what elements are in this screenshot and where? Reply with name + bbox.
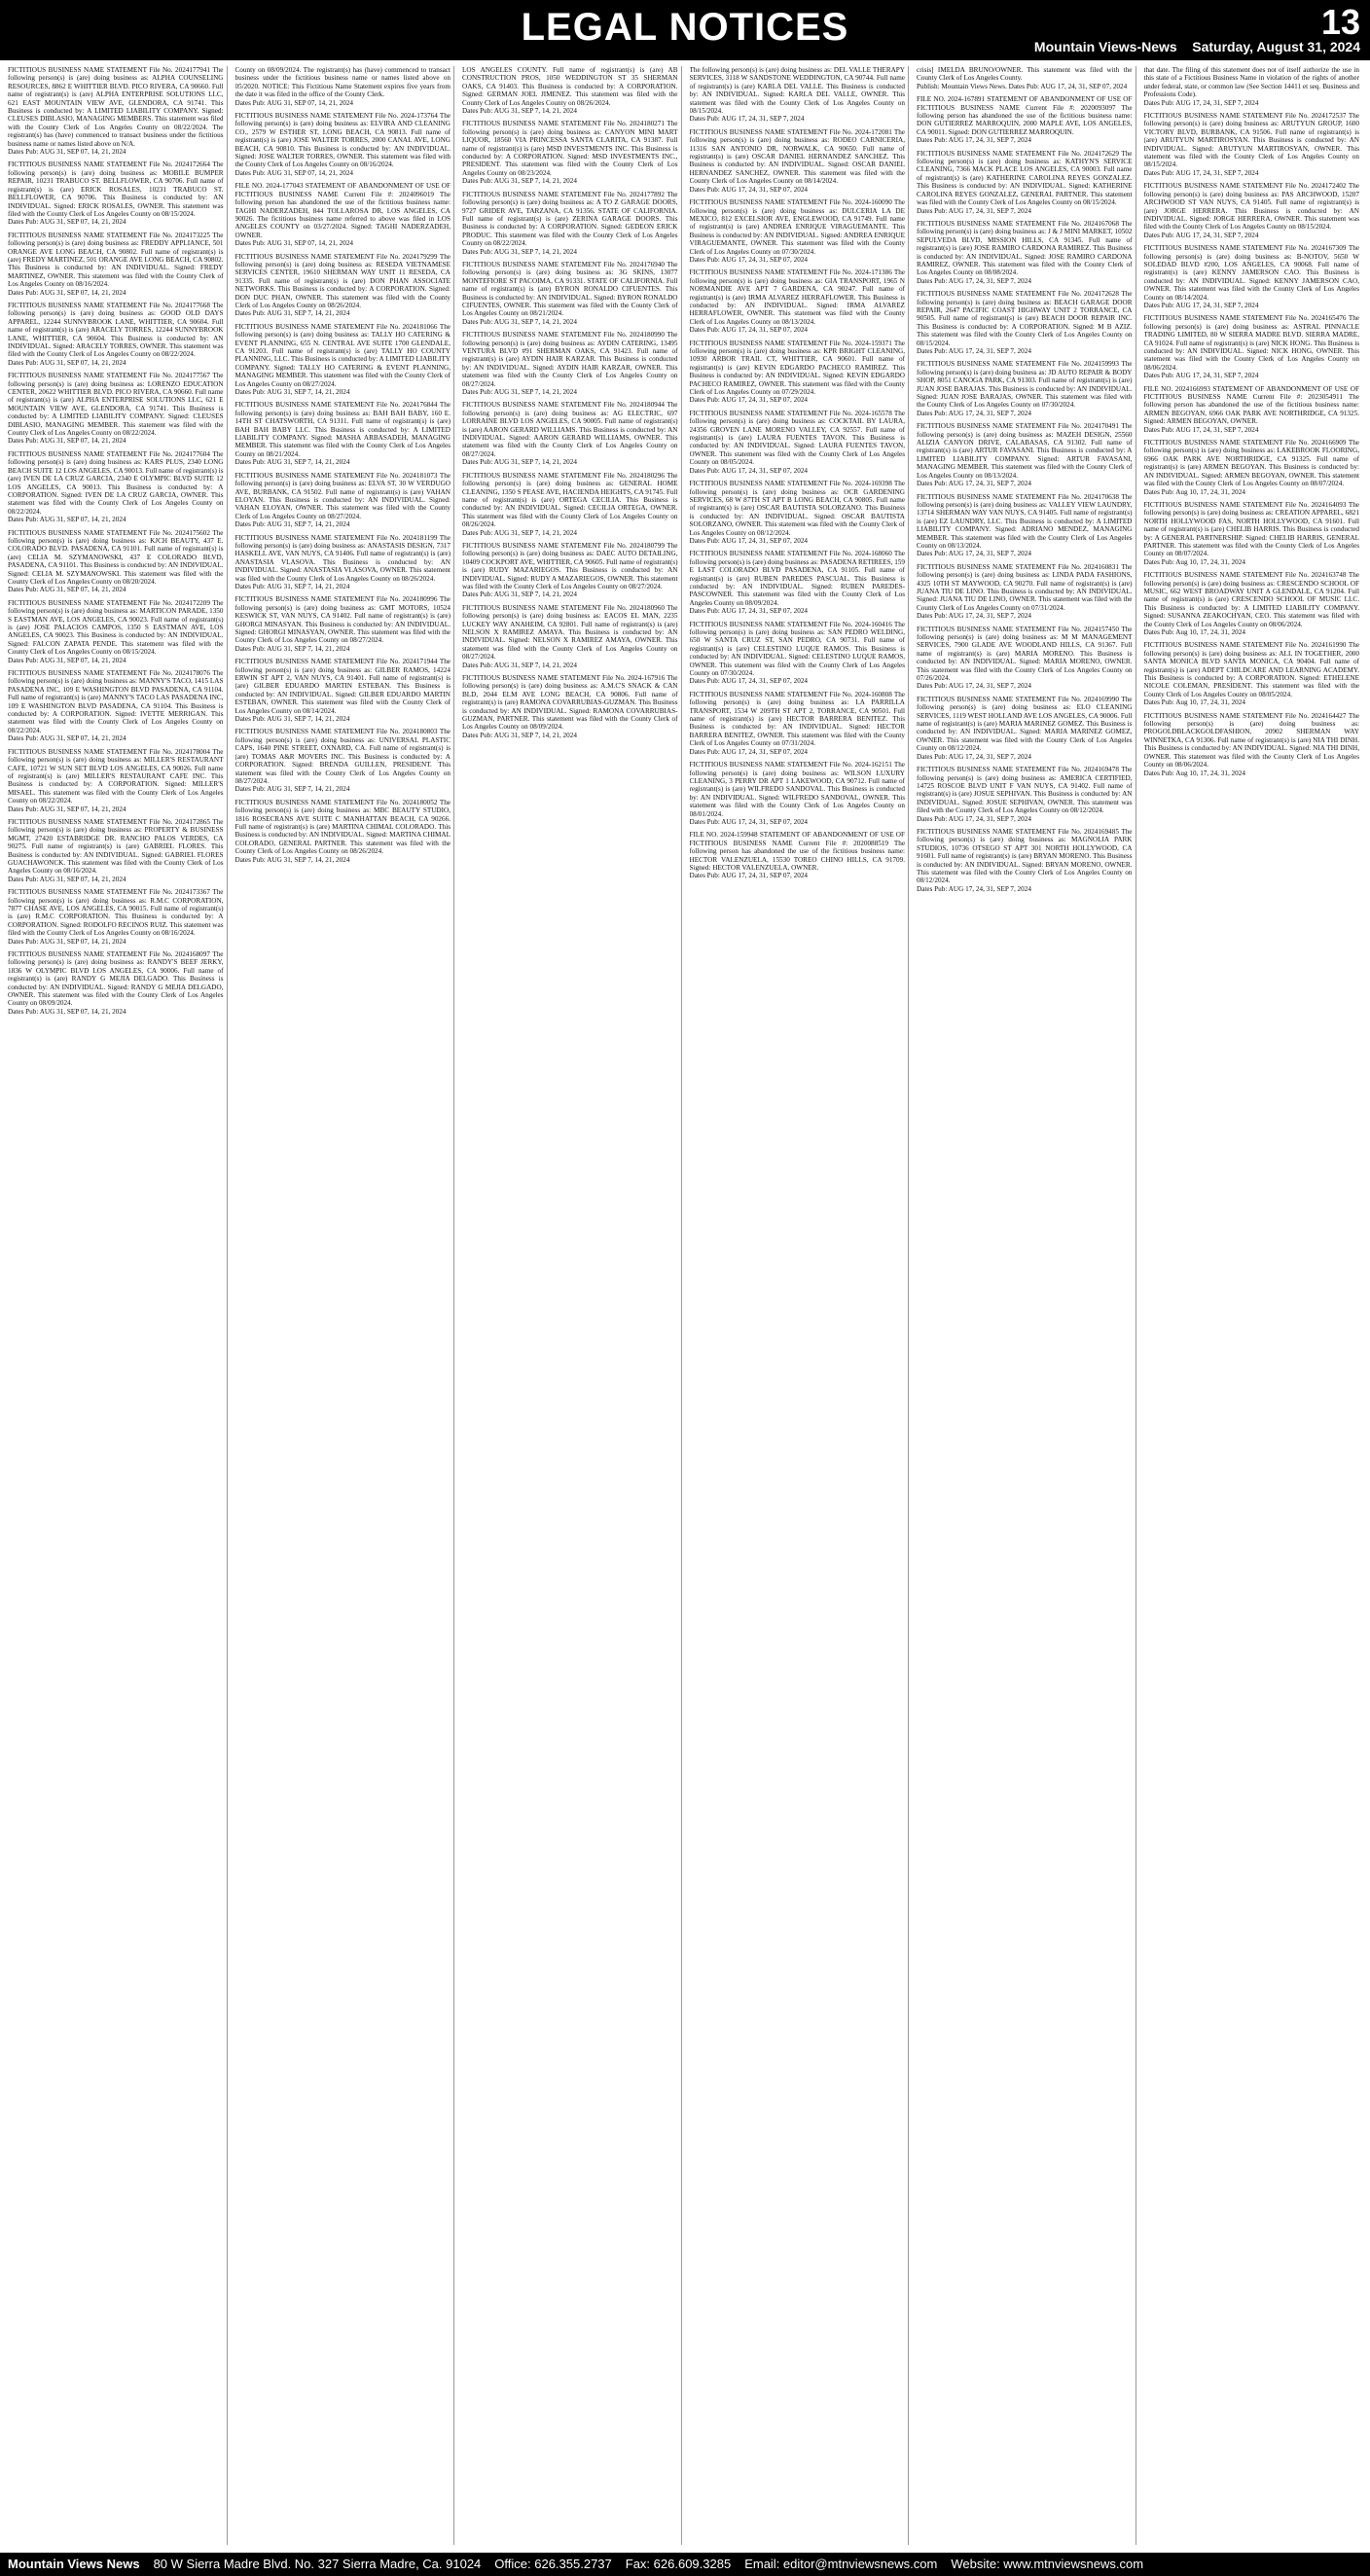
notice-body: The following person(s) is (are) doing business as: A.M.C'S SNACK & CAN BLD, 2044 ELM AVE LONG BEACH, CA 90806. Full name of registrant(s) is (are) RAMONA COVARRUBIAS-GUZMAN. This Business is conducted by: AN INDIVIDUAL. Signed: RAMONA COVARRUBIAS-GUZMAN, PARTNER. This statement was filed with the County Clerk of Los Angeles County on 08/09/2024. — [462, 674, 678, 732]
notice-pub-dates: Dates Pub: AUG 17, 24, 31, SEP 07, 2024 — [689, 872, 809, 880]
notice-body: The following person(s) is (are) doing business as: MANNY'S TACO, 1415 LAS PASADENA INC, 109 E WASHINGTON BLVD PASADENA, CA 91104. Full name of registrant(s) is (are) MANNY'S TACO LAS PASADENA INC, 109 E WASHINGTON BLVD PASADENA, CA 91104. This Business is conducted by: A CORPORATION. Signed: IVETTE MERRIGAN. This statement was filed with the County Clerk of Los Angeles County on 08/22/2024. — [8, 669, 224, 734]
legal-notice — [917, 150, 1133, 215]
paper-name: Mountain Views-News — [1033, 39, 1177, 54]
footer-email[interactable]: Email: editor@mtnviewsnews.com — [744, 2557, 938, 2571]
footer-office: Office: 626.355.2737 — [494, 2557, 612, 2571]
notice-body: The following person(s) is (are) doing business as: AG ELECTRIC, 697 LORRAINE BLVD LOS ANGELES, CA 90005. Full name of registrant(s) is (are) AARON GERARD WILLIAMS. This Business is conducted by: AN INDIVIDUAL. Signed: AARON GERARD WILLIAMS, OWNER. This statement was filed with the County Clerk of Los Angeles County on 08/27/2024. — [462, 401, 678, 458]
legal-notice — [690, 691, 906, 756]
notice-column — [462, 66, 682, 2545]
notice-body: The following person(s) is (are) doing business as: PROPERTY & BUSINESS MGMT, 27420 ESTABRIDGE DR. RANCHO PALOS VERDES, CA 90275. Full name of registrant(s) is (are) GABRIEL FLORES. This Business is conducted by: AN INDIVIDUAL. Signed: GABRIEL FLORES GUACHAWONCK. This statement was filed with the County Clerk of Los Angeles County on 08/16/2024. — [8, 817, 224, 876]
legal-notice — [235, 658, 451, 723]
legal-notice — [235, 66, 451, 107]
notice-column — [1144, 66, 1363, 2545]
notice-pub-dates: Dates Pub: AUG 31, SEP 7, 14, 21, 2024 — [462, 528, 577, 537]
notice-pub-dates: Dates Pub: AUG 31, SEP 07, 14, 21, 2024 — [8, 875, 126, 883]
legal-notice — [1144, 385, 1360, 434]
notice-heading: FICTITIOUS BUSINESS NAME STATEMENT File No. 2024177941 — [8, 66, 210, 74]
notice-pub-dates: Dates Pub: AUG 17, 24, 31, SEP 07, 2024 — [689, 536, 809, 545]
legal-notice — [462, 674, 678, 739]
legal-notice — [917, 422, 1133, 487]
legal-notice — [1144, 501, 1360, 566]
notice-heading: FICTITIOUS BUSINESS NAME STATEMENT File No. 2024181199 — [234, 533, 438, 542]
notice-heading: FICTITIOUS BUSINESS NAME STATEMENT File No. 2024181066 — [234, 322, 438, 331]
notice-pub-dates: Dates Pub: AUG 17, 24, 31, SEP 07, 2024 — [689, 607, 809, 616]
notice-heading: FICTITIOUS BUSINESS NAME STATEMENT File No. 2024172629 — [917, 149, 1119, 158]
legal-notice — [235, 401, 451, 466]
notice-pub-dates: Dates Pub: AUG 17, 24, 31, SEP 7, 2024 — [917, 206, 1031, 215]
notice-body: The following person(s) is (are) doing business as: PAS ARCHWOOD, 15207 ARCHWOOD ST VAN NUYS, CA 91405. Full name of registrant(s) is (are) JORGE HERRERA. This Business is conducted by: AN INDIVIDUAL. Signed: JORGE HERRERA, OWNER. This statement was filed with the County Clerk of Los Angeles County on 08/15/2024. — [1143, 182, 1359, 232]
notice-body: The following person(s) is (are) doing business as: ASTRAL PINNACLE TRADING LIMITED, 80 W SIERRA MADRE BLVD. SIERRA MADRE, CA 91024. Full name of registrant(s) is (are) NICK HONG. This Business is conducted by: AN INDIVIDUAL. Signed: NICK HONG, OWNER. This statement was filed with the County Clerk of Los Angeles County on 08/06/2024. — [1143, 314, 1359, 372]
legal-notice — [917, 828, 1133, 893]
notice-pub-dates: Dates Pub: AUG 31, SEP 7, 14, 21, 2024 — [462, 247, 577, 256]
legal-notice — [462, 261, 678, 326]
notice-heading: FICTITIOUS BUSINESS NAME STATEMENT File No. 2024172537 — [1143, 112, 1347, 121]
notice-pub-dates: Dates Pub: AUG 17, 24, 31, SEP 7, 2024 — [917, 550, 1031, 558]
notice-heading: FICTITIOUS BUSINESS NAME STATEMENT File No. 2024178076 — [8, 669, 210, 678]
notice-body: The following person(s) is (are) doing business as: M M MANAGEMENT SERVICES, 7900 GLADE AVE WOODLAND HILLS, CA 91367. Full name of registrant(s) is (are) MARIA MORENO. This Business is conducted by: AN INDIVIDUAL. Signed: MARIA MORENO, OWNER. This statement was filed with the County Clerk of Los Angeles County on 07/26/2024. — [917, 625, 1133, 683]
legal-notice — [917, 766, 1133, 823]
notice-heading: FICTITIOUS BUSINESS NAME STATEMENT File No. 2024177668 — [8, 301, 210, 309]
notice-heading: FICTITIOUS BUSINESS NAME STATEMENT File No. 2024169485 — [917, 827, 1119, 836]
legal-notice — [8, 950, 224, 1016]
notice-pub-dates: Dates Pub: AUG 31, SEP 7, 14, 21, 2024 — [234, 785, 350, 794]
legal-notice — [235, 472, 451, 529]
notice-heading: FICTITIOUS BUSINESS NAME STATEMENT File No. 2024173225 — [8, 231, 210, 239]
notice-pub-dates: Dates Pub: AUG 31, SEP 7, 14, 21, 2024 — [462, 317, 577, 326]
legal-notice — [8, 888, 224, 946]
notice-pub-dates: Dates Pub: AUG 31, SEP 7, 14, 21, 2024 — [234, 715, 350, 724]
notice-pub-dates: Publish: Mountain Views News. Dates Pub: AUG 17, 24, 31, SEP 07, 2024 — [917, 82, 1128, 90]
footer — [0, 2553, 1370, 2576]
notice-pub-dates: Dates Pub: AUG 31, SEP 07, 14, 21, 2024 — [8, 1007, 126, 1016]
notice-pub-dates: Dates Pub: AUG 31, SEP 7, 14, 21, 2024 — [234, 855, 350, 864]
legal-notice — [462, 120, 678, 185]
legal-notice — [462, 331, 678, 396]
legal-notice — [235, 534, 451, 591]
legal-notice — [235, 728, 451, 793]
notice-pub-dates: Dates Pub: AUG 31, SEP 07, 14, 21, 2024 — [8, 516, 126, 524]
legal-notice — [235, 182, 451, 247]
notice-column — [8, 66, 228, 2545]
notice-body: The following person(s) is (are) doing business as: GOOD OLD DAYS APPAREL, 12244 SUNNYBROOK LANE, WHITTIER, CA 90604. Full name of registrant(s) is (are) ARACELY TORRES, 12244 SUNNYBROOK LANE, WHITTIER, CA 90604. This Business is conducted by: AN INDIVIDUAL. Signed: ARACELY TORRES, OWNER. This statement was filed with the County Clerk of Los Angeles County on 08/22/2024. — [8, 301, 224, 359]
notice-pub-dates: Dates Pub: AUG 31, SEP 7, 14, 21, 2024 — [462, 458, 577, 467]
notice-heading: FICTITIOUS BUSINESS NAME STATEMENT File No. 2024-159371 — [689, 339, 892, 347]
notice-heading: FICTITIOUS BUSINESS NAME STATEMENT File No. 2024168097 — [8, 950, 210, 959]
notice-pub-dates: Dates Pub: AUG 31, SEP 7, 14, 21, 2024 — [234, 582, 350, 590]
notice-heading: FICTITIOUS BUSINESS NAME STATEMENT File No. 2024159993 — [917, 360, 1119, 369]
legal-notice — [917, 66, 1133, 90]
notice-heading: FICTITIOUS BUSINESS NAME STATEMENT File No. 2024169990 — [917, 695, 1119, 703]
legal-notice — [8, 161, 224, 226]
notice-heading: FICTITIOUS BUSINESS NAME STATEMENT File No. 2024180990 — [462, 331, 665, 340]
notice-body: The following person(s) is (are) doing business as: RODEO CARNICERIA, 11316 SAN ANTONIO DR, NORWALK, CA 90650. Full name of registrant(s) is (are) OSCAR DANIEL HERNANDEZ SANCHEZ. This Business is conducted by: AN INDIVIDUAL. Signed: OSCAR DANIEL HERNANDEZ SANCHEZ, OWNER. This statement was filed with the County Clerk of Los Angeles County on 08/14/2024. — [689, 127, 905, 186]
legal-notice — [1144, 66, 1360, 107]
notice-heading: FICTITIOUS BUSINESS NAME STATEMENT File No. 2024170491 — [917, 422, 1119, 431]
notice-body: The following person(s) is (are) doing business as: CANYON MINI MART LIQUOR, 18560 VIA PRINCESSA SANTA CLARITA, CA 91387. Full name of registrant(s) is (are) MSD INVESTMENTS INC. This Business is conducted by: A CORPORATION. Signed: MSD INVESTMENTS INC., PRESIDENT. This statement was filed with the County Clerk of Los Angeles County on 08/23/2024. — [462, 120, 678, 177]
notice-body: The following person(s) is (are) doing business as: SAN PEDRO WELDING, 650 W SANTA CRUZ ST, SAN PEDRO, CA 90731. Full name of registrant(s) is (are) CELESTINO LUQUE RAMOS. This Business is conducted by: AN INDIVIDUAL. Signed: CELESTINO LUQUE RAMOS, OWNER. This statement was filed with the County Clerk of Los Angeles County on 07/30/2024. — [689, 620, 905, 678]
footer-website[interactable]: Website: www.mtnviewsnews.com — [951, 2557, 1144, 2571]
notice-pub-dates: Dates Pub: AUG 17, 24, 31, SEP 07, 2024 — [689, 747, 809, 756]
notice-heading: FICTITIOUS BUSINESS NAME STATEMENT File No. 2024180960 — [462, 603, 665, 612]
legal-notice — [1144, 571, 1360, 636]
notice-body: The following person(s) is (are) doing business as: ARUTYUN GROUP, 1600 VICTORY BLVD, BURBANK, CA 91506. Full name of registrant(s) is (are) ARUTYUN MARTIROSYAN. This Business is conducted by: AN INDIVIDUAL. Signed: ARUTYUN MARTIROSYAN, OWNER. This statement was filed with the County Clerk of Los Angeles County on 08/15/2024. — [1143, 112, 1359, 169]
notice-heading: FILE NO. 2024-167891 STATEMENT OF ABANDONMENT OF USE OF FICTITIOUS BUSINESS NAME — [917, 95, 1133, 112]
notice-body: The following person(s) is (are) doing business as: AYDIN CATERING, 13495 VENTURA BLVD #91 SHERMAN OAKS, CA 91423. Full name of registrant(s) is (are) AYDIN HAIR KARZAR. This Business is conducted by: AN INDIVIDUAL. Signed: AYDIN HAIR KARZAR, OWNER. This statement was filed with the County Clerk of Los Angeles County on 08/27/2024. — [462, 331, 678, 388]
notice-body: The following person(s) is (are) doing business as: BEACH GARAGE DOOR REPAIR, 2647 PACIFIC COAST HIGHWAY UNIT 2 TORRANCE, CA 90505. Full name of registrant(s) is (are) BEACH DOOR REPAIR INC. This Business is conducted by: A CORPORATION. Signed: M B AZIZ. This statement was filed with the County Clerk of Los Angeles County on 08/15/2024. — [917, 290, 1133, 347]
legal-notice — [462, 191, 678, 256]
notice-body: The following person(s) is (are) doing business as: J & J MINI MARKET, 10502 SEPULVEDA BLVD, MISSION HILLS, CA 91345. Full name of registrant(s) is (are) JOSE RAMIRO CARDONA RAMIREZ. This Business is conducted by: AN INDIVIDUAL. Signed: JOSE RAMIRO CARDONA RAMIREZ, OWNER. This statement was filed with the County Clerk of Los Angeles County on 08/08/2024. — [917, 219, 1133, 277]
notice-pub-dates: Dates Pub: AUG 17, 24, 31, SEP 7, 2024 — [1143, 372, 1259, 380]
legal-notice — [1144, 244, 1360, 309]
footer-address: 80 W Sierra Madre Blvd. No. 327 Sierra Madre, Ca. 91024 — [153, 2557, 482, 2571]
notice-heading: FICTITIOUS BUSINESS NAME STATEMENT File No. 2024176844 — [234, 401, 438, 410]
notice-body: The following person(s) is (are) doing business as: JD AUTO REPAIR & BODY SHOP, 8051 CANOGA PARK, CA 91303. Full name of registrant(s) is (are) JUAN JOSE BARAJAS. This Business is conducted by: AN INDIVIDUAL. Signed: JUAN JOSE BARAJAS, OWNER. This statement was filed with the County Clerk of Los Angeles County on 07/30/2024. — [917, 360, 1133, 410]
legal-notice — [8, 748, 224, 813]
notice-heading: FICTITIOUS BUSINESS NAME STATEMENT File No. 2024160831 — [917, 562, 1119, 571]
notice-heading: FICTITIOUS BUSINESS NAME STATEMENT File No. 2024171944 — [234, 658, 438, 666]
notice-body: The following person(s) is (are) doing business as: DEL VALLE THERAPY SERVICES, 3118 W SANDSTONE WEDDINGTON, CA 90744. Full name of registrant(s) is (are) KARLA DEL VALLE. This Business is conducted by: AN INDIVIDUAL. Signed: KARLA DEL VALLE, OWNER. This statement was filed with the County Clerk of Los Angeles County on 08/15/2024. — [689, 66, 905, 116]
notice-pub-dates: Dates Pub: AUG 17, 24, 31, SEP 07, 2024 — [689, 677, 809, 686]
notice-pub-dates: Dates Pub: AUG 31, SEP 07, 14, 21, 2024 — [234, 239, 354, 248]
notice-body: The following person(s) is (are) doing business as: EACOS EL MAN, 2235 LUCKEY WAY ANAHEIM, CA 92801. Full name of registrant(s) is (are) NELSON X RAMIREZ AMAYA. This Business is conducted by: AN INDIVIDUAL. Signed: NELSON X RAMIREZ AMAYA, OWNER. This statement was filed with the County Clerk of Los Angeles County on 08/27/2024. — [462, 603, 678, 662]
notice-pub-dates: Dates Pub: AUG 31, SEP 07, 14, 21, 2024 — [8, 586, 126, 594]
notice-pub-dates: Dates Pub: AUG 17, 24, 31, SEP 07, 2024 — [689, 255, 809, 264]
notice-heading: FICTITIOUS BUSINESS NAME STATEMENT File No. 2024177892 — [462, 190, 665, 198]
notice-pub-dates: Dates Pub: AUG 31, SEP 7, 14, 21, 2024 — [462, 731, 577, 739]
notice-pub-dates: Dates Pub: AUG 31, SEP 7, 14, 21, 2024 — [462, 107, 577, 116]
notice-columns — [8, 66, 1362, 2545]
notice-heading: FICTITIOUS BUSINESS NAME STATEMENT File No. 2024180799 — [462, 541, 665, 550]
legal-notice — [690, 198, 906, 264]
notice-pub-dates: Dates Pub: AUG 17, 24, 31, SEP 7, 2024 — [917, 409, 1031, 417]
notice-body: Current File #: 2020093097 The following person has abandoned the use of the fictitious business name: DON GUTIERREZ MARROQUIN, 2000 MAPLE AVE, LOS ANGELES, CA 90011. Signed: DON GUTIERREZ MARROQUIN. — [917, 103, 1133, 136]
notice-heading: FICTITIOUS BUSINESS NAME STATEMENT File No. 2024176940 — [462, 260, 665, 268]
notice-body: The following person(s) is (are) doing business as: PROGOLDBLACKGOLDFASHION, 20902 SHERMAN WAY WINNETKA, CA 91306. Full name of registrant(s) is (are) NIA THI DINH. This Business is conducted by: AN INDIVIDUAL. Signed: NIA THI DINH, OWNER. This statement was filed with the County Clerk of Los Angeles County on 08/06/2024. — [1143, 711, 1359, 769]
legal-notice — [1144, 641, 1360, 706]
legal-notice — [917, 290, 1133, 355]
legal-notice — [690, 761, 906, 826]
legal-notice — [690, 831, 906, 879]
notice-heading: FICTITIOUS BUSINESS NAME STATEMENT File No. 2024-160090 — [689, 198, 892, 207]
notice-body: LOS ANGELES COUNTY. Full name of registrant(s) is (are) AB CONSTRUCTION PROS, 1050 WEDDINGTON ST 35 SHERMAN OAKS, CA 91403. This Business is conducted by: A CORPORATION. Signed: GERMAN JOEL JIMENEZ. This statement was filed with the County Clerk of Los Angeles County on 08/26/2024. — [462, 66, 678, 107]
notice-heading: FICTITIOUS BUSINESS NAME STATEMENT File No. 2024-160416 — [689, 620, 892, 628]
notice-pub-dates: Dates Pub: AUG 31, SEP 07, 14, 21, 2024 — [8, 656, 126, 664]
notice-body: The following person(s) is (are) doing business as: VALLEY VIEW LAUNDRY, 13714 SHERMAN WAY VAN NUYS, CA 91405. Full name of registrant(s) is (are) EZ LAUNDRY, LLC. This Business is conducted by: A LIMITED LIABILITY COMPANY. Signed: ADRIANO MENDEZ, MANAGING MEMBER. This statement was filed with the County Clerk of Los Angeles County on 08/13/2024. — [917, 492, 1133, 550]
notice-body: The following person(s) is (are) doing business as: MILLER'S RESTAURANT CAFE, 10721 W SUN SET BLVD LOS ANGELES, CA 90026. Full name of registrant(s) is (are) MILLER'S RESTAURANT CAFE INC. This Business is conducted by: A CORPORATION. Signed: MILLER'S MISAEL. This statement was filed with the County Clerk of Los Angeles County on 08/22/2024. — [8, 747, 224, 805]
notice-body: Current File #: 2023054911 The following person has abandoned the use of the fictitious business name: ARMEN BEGOYAN, 6966 OAK PARK AVE NORTHRIDGE, CA 91325. Signed: ARMEN BEGOYAN, OWNER. — [1143, 393, 1359, 426]
notice-pub-dates: Dates Pub: AUG 31, SEP 07, 14, 21, 2024 — [8, 218, 126, 227]
notice-pub-dates: Dates Pub: AUG 31, SEP 7, 14, 21, 2024 — [234, 520, 350, 529]
notice-body: The following person(s) is (are) doing business as: KPR BRIGHT CLEANING, 10930 ARBOR TRAIL CT, WHITTIER, CA 90601. Full name of registrant(s) is (are) KEVIN EDGARDO PACHECO RAMIREZ. This Business is conducted by: AN INDIVIDUAL. Signed: KEVIN EDGARDO PACHECO RAMIREZ, OWNER. This statement was filed with the County Clerk of Los Angeles County on 07/29/2024. — [689, 339, 905, 397]
notice-pub-dates: Dates Pub: Aug 10, 17, 24, 31, 2024 — [1143, 698, 1245, 707]
notice-body: The following person(s) is (are) doing business as: UNIVERSAL PLASTIC CAPS, 1640 PINE STREET, OXNARD, CA. Full name of registrant(s) is (are) TOMAS A&R MOVERS INC. This Business is conducted by: A CORPORATION. Signed: BRENDA GUILLEN, PRESIDENT. This statement was filed with the County Clerk of Los Angeles County on 08/27/2024. — [234, 728, 451, 785]
dateline — [1034, 39, 1360, 54]
notice-heading: FICTITIOUS BUSINESS NAME STATEMENT File No. 2024172865 — [8, 817, 210, 826]
notice-pub-dates: Dates Pub: AUG 17, 24, 31, SEP 7, 2024 — [917, 752, 1031, 761]
legal-notice — [1144, 182, 1360, 239]
legal-notice — [1144, 439, 1360, 496]
notice-body: The following person(s) is (are) doing business as: GIA TRANSPORT, 1965 N NORMANDIE AVE APT 7 GARDENA, CA 90247. Full name of registrant(s) is (are) IRMA ALVAREZ HERRAFLOWER. This Business is conducted by: AN INDIVIDUAL. Signed: IRMA ALVAREZ HERRAFLOWER, OWNER. This statement was filed with the County Clerk of Los Angeles County on 08/13/2024. — [689, 268, 905, 326]
notice-body: The following person(s) is (are) doing business as: MOBILE BUMPER REPAIR, 10231 TRABUCO ST. BELLFLOWER, CA 90706. Full name of registrant(s) is (are) ERICK ROSALES, 10231 TRABUCO ST. BELLFLOWER, CA 90706. This Business is conducted by: AN INDIVIDUAL. Signed: ERICK ROSALES, OWNER. This statement was filed with the County Clerk of Los Angeles County on 08/15/2024. — [8, 161, 224, 218]
notice-body: The following person(s) is (are) doing business as: A TO Z GARAGE DOORS, 9727 GRIDER AVE, TARZANA, CA 91356. STATE OF CALIFORNIA. Full name of registrant(s) is (are) ZERINA GARAGE DOORS. This Business is conducted by: A CORPORATION. Signed: GEDEON ERICK PRODUC. This statement was filed with the County Clerk of Los Angeles County on 08/22/2024. — [462, 190, 678, 248]
notice-body: The following person(s) is (are) doing business as: ANASTASIS DESIGN, 7317 HASKELL AVE, VAN NUYS, CA 91406. Full name of registrant(s) is (are) ANASTASIA VLASOVA. This Business is conducted by: AN INDIVIDUAL. Signed: ANASTASIA VLASOVA, OWNER. This statement was filed with the County Clerk of Los Angeles County on 08/26/2024. — [234, 533, 451, 583]
notice-pub-dates: Dates Pub: AUG 17, 24, 31, SEP 7, 2024 — [917, 814, 1031, 823]
notice-pub-dates: Dates Pub: AUG 17, 24, 31, SEP 7, 2024 — [1143, 301, 1259, 309]
notice-body: The following person(s) is (are) doing business as: TALLY HO CATERING & EVENT PLANNING, 655 N. CENTRAL AVE SUITE 1700 GLENDALE, CA 91203. Full name of registrant(s) is (are) TALLY HO COUNTY PLANNING, LLC. This Business is conducted by: A LIMITED LIABILITY COMPANY. Signed: TALLY HO CATERING & EVENT PLANNING, MANAGING MEMBER. This statement was filed with the County Clerk of Los Angeles County on 08/27/2024. — [234, 322, 451, 388]
legal-notice — [917, 360, 1133, 417]
legal-notice — [8, 529, 224, 594]
notice-column — [235, 66, 455, 2545]
notice-body: The following person(s) is (are) doing business as: ELO CLEANING SERVICES, 1119 WEST HOLLAND AVE LOS ANGELES, CA 90006. Full name of registrant(s) is (are) MARIA MARINEZ GOMEZ. This Business is conducted by: AN INDIVIDUAL. Signed: MARIA MARINEZ GOMEZ, OWNER. This statement was filed with the County Clerk of Los Angeles County on 08/12/2024. — [917, 695, 1133, 753]
notice-body: The following person(s) is (are) doing business as: ALL IN TOGETHER, 2000 SANTA MONICA BLVD SANTA MONICA, CA 90404. Full name of registrant(s) is (are) ADEPT CHILDCARE AND LEARNING ACADEMY. This Business is conducted by: A CORPORATION. Signed: ETHELENE NICOLE COLEMAN, PRESIDENT. This statement was filed with the County Clerk of Los Angeles County on 08/05/2024. — [1143, 641, 1359, 698]
legal-notice — [235, 323, 451, 397]
notice-body: The following person(s) is (are) doing business as: 3G SKINS, 13077 MONTEFIORE ST PACOIMA, CA 91331. STATE OF CALIFORNIA. Full name of registrant(s) is (are) BYRON RONALDO CIFUENTES. This Business is conducted by: AN INDIVIDUAL. Signed: BYRON RONALDO CIFUENTES, OWNER. This statement was filed with the County Clerk of Los Angeles County on 08/21/2024. — [462, 260, 678, 318]
notice-pub-dates: Dates Pub: Aug 10, 17, 24, 31, 2024 — [1143, 487, 1245, 496]
legal-notice — [917, 493, 1133, 558]
notice-pub-dates: Dates Pub: AUG 31, SEP 7, 14, 21, 2024 — [234, 644, 350, 653]
legal-notice — [462, 66, 678, 115]
notice-body: The following person(s) is (are) doing business as: BAH BAH BABY, 160 E. 14TH ST CHATSWORTH, CA 91311. Full name of registrant(s) is (are) BAH BAH BABY LLC. This Business is conducted by: A LIMITED LIABILITY COMPANY. Signed: MASHA ARBASADEH, MANAGING MEMBER. This statement was filed with the County Clerk of Los Angeles County on 08/21/2024. — [234, 401, 451, 458]
footer-paper: Mountain Views News — [8, 2557, 140, 2571]
legal-notice — [917, 220, 1133, 285]
notice-body: The following person(s) is (are) doing business as: KJCH BEAUTY, 437 E. COLORADO BLVD. PASADENA, CA 91101. Full name of registrant(s) is (are) CELIA M. SZYMANOWSKI, 437 E COLORADO BLVD, PASADENA, CA 91101. This Business is conducted by: AN INDIVIDUAL. Signed: CELIA M. SZYMANOWSKI. This statement was filed with the County Clerk of Los Angeles County on 08/20/2024. — [8, 528, 224, 586]
notice-pub-dates: Dates Pub: Aug 10, 17, 24, 31, 2024 — [1143, 557, 1245, 566]
legal-notice — [8, 302, 224, 367]
notice-body: Current File #: 2024096019 The following person has abandoned the use of the fictitious business name: TAGHI NADERZADEH, 844 TOLLAROSA DR, LOS ANGELES, CA 90026. The fictitious business name referred to above was filed in LOS ANGELES COUNTY on 03/27/2024. Signed: TAGHI NADERZADEH, OWNER. — [234, 190, 451, 239]
notice-heading: FICTITIOUS BUSINESS NAME STATEMENT File No. 2024177604 — [8, 449, 210, 458]
notice-heading: FICTITIOUS BUSINESS NAME STATEMENT File No. 2024164093 — [1143, 500, 1347, 509]
legal-notice — [917, 696, 1133, 761]
legal-notice — [8, 232, 224, 297]
notice-heading: FICTITIOUS BUSINESS NAME STATEMENT File No. 2024163748 — [1143, 571, 1347, 580]
notice-body: The following person(s) is (are) doing business as: GMT MOTORS, 10524 KESWICK ST, VAN NUYS, CA 91402. Full name of registrant(s) is (are) GHORGI MINASYAN. This Business is conducted by: AN INDIVIDUAL. Signed: GHORGI MINASYAN, OWNER. This statement was filed with the County Clerk of Los Angeles County on 08/27/2024. — [234, 595, 451, 645]
notice-heading: FICTITIOUS BUSINESS NAME STATEMENT File No. 2024-165578 — [689, 409, 892, 417]
notice-pub-dates: Dates Pub: AUG 17, 24, 31, SEP 7, 2024 — [689, 115, 805, 124]
legal-notice — [690, 480, 906, 545]
notice-body: The following person(s) is (are) doing business as: KARS PLUS, 2340 LONG BEACH SUITE 12 LOS ANGELES, CA 90013. Full name of registrant(s) is (are) IVEN DE LA CRUZ GARCIA, 2340 E OLYMPIC BLVD SUITE 12 LOS ANGELES, CA 90013. This Business is conducted by: A CORPORATION. Signed: IVEN DE LA CRUZ GARCIA, OWNER. This statement was filed with the County Clerk of Los Angeles County on 08/22/2024. — [8, 449, 224, 516]
notice-heading: FICTITIOUS BUSINESS NAME STATEMENT File No. 2024180996 — [234, 595, 438, 604]
legal-notice — [1144, 712, 1360, 777]
legal-notice — [917, 626, 1133, 691]
notice-pub-dates: Dates Pub: AUG 31, SEP 7, 14, 21, 2024 — [234, 388, 350, 397]
notice-heading: FICTITIOUS BUSINESS NAME STATEMENT File No. 2024172209 — [8, 598, 210, 607]
notice-body: The following person(s) is (are) doing business as: AMERICA CERTIFIED, 14725 ROSCOE BLVD UNIT F VAN NUYS, CA 91402. Full name of registrant(s) is (are) JOSUE SEPHIVAN. This Business is conducted by: AN INDIVIDUAL. Signed: JOSUE SEPHIVAN, OWNER. This statement was filed with the County Clerk of Los Angeles County on 08/12/2024. — [917, 766, 1133, 815]
notice-pub-dates: Dates Pub: AUG 31, SEP 07, 14, 21, 2024 — [8, 288, 126, 297]
notice-heading: FICTITIOUS BUSINESS NAME STATEMENT File No. 2024172628 — [917, 290, 1119, 299]
notice-column — [917, 66, 1136, 2545]
notice-pub-dates: Dates Pub: AUG 17, 24, 31, SEP 7, 2024 — [1143, 168, 1259, 177]
notice-pub-dates: Dates Pub: AUG 31, SEP 07, 14, 21, 2024 — [8, 358, 126, 367]
notice-body: The following person(s) is (are) doing business as: OCR GARDENING SERVICES, 68 W 87TH ST APT B LONG BEACH, CA 90805. Full name of registrant(s) is (are) OSCAR BAUTISTA SOLORZANO. This Business is conducted by: AN INDIVIDUAL. Signed: OSCAR BAUTISTA SOLORZANO, OWNER. This statement was filed with the County Clerk of Los Angeles County on 08/12/2024. — [689, 480, 905, 537]
legal-notice — [8, 450, 224, 524]
notice-heading: FICTITIOUS BUSINESS NAME STATEMENT File No. 2024-167916 — [462, 674, 666, 683]
legal-notice — [8, 372, 224, 446]
notice-pub-dates: Dates Pub: AUG 17, 24, 31, SEP 07, 2024 — [689, 817, 809, 826]
legal-notice — [235, 112, 451, 177]
notice-heading: FICTITIOUS BUSINESS NAME STATEMENT File No. 2024164427 — [1143, 711, 1347, 720]
notice-pub-dates: Dates Pub: Aug 10, 17, 24, 31, 2024 — [1143, 628, 1245, 636]
notice-pub-dates: Dates Pub: AUG 31, SEP 07, 14, 21, 2024 — [8, 937, 126, 946]
legal-notice — [462, 542, 678, 599]
legal-notice — [690, 621, 906, 686]
notice-body: The following person(s) is (are) doing business as: ALPHA COUNSELING RESOURCES, 8862 E WHITTIER BLVD. PICO RIVERA, CA 90660. Full name of registrant(s) is (are) ALPHA ENTERPRISE SOLUTIONS LLC, 621 EAST MOUNTAIN VIEW AVE, GLENDORA, CA 91741. This Business is conducted by: A LIMITED LIABILITY COMPANY. Signed: CLEUSES DIBLASIO, MANAGING MEMBERS. This statement was filed with the County Clerk of Los Angeles County on 08/22/2024. The registrant(s) has (have) commenced to transact business under the fictitious business name or names listed above on N/A. — [8, 66, 224, 148]
legal-notice — [8, 66, 224, 156]
notice-heading: FICTITIOUS BUSINESS NAME STATEMENT File No. 2024161990 — [1143, 641, 1347, 650]
notice-body: The following person(s) is (are) doing business as: MARTICON PARADE, 1350 S EASTMAN AVE, LOS ANGELES, CA 90023. Full name of registrant(s) is (are) JOSE PALACIOS CAMPOS, 1350 S EASTMAN AVE, LOS ANGELES, CA 90023. This Business is conducted by: AN INDIVIDUAL. Signed: FALCON ZAPATA PENDE. This statement was filed with the County Clerk of Los Angeles County on 08/15/2024. — [8, 598, 224, 657]
notice-pub-dates: Dates Pub: AUG 31, SEP 7, 14, 21, 2024 — [462, 661, 577, 669]
masthead — [0, 0, 1370, 60]
legal-notice — [8, 818, 224, 883]
notice-pub-dates: Dates Pub: AUG 31, SEP 7, 14, 21, 2024 — [462, 590, 577, 599]
notice-heading: FICTITIOUS BUSINESS NAME STATEMENT File No. 2024157450 — [917, 625, 1119, 633]
notice-heading: FILE NO. 2024-159948 STATEMENT OF ABANDONMENT OF USE OF FICTITIOUS BUSINESS NAME — [689, 831, 905, 847]
notice-body: The following person(s) is (are) doing business as: LORENZO EDUCATION CENTER, 20622 WHITTIER BLVD. PICO RIVERA, CA 90660. Full name of registrant(s) is (are) ALPHA ENTERPRISE SOLUTIONS LLC, 621 E MOUNTAIN VIEW AVE, GLENDORA, CA 91741. This Business is conducted by: A LIMITED LIABILITY COMPANY. Signed: CLEUSES DIBLASIO, MANAGING MEMBER. This statement was filed with the County Clerk of Los Angeles County on 08/22/2024. — [8, 372, 224, 438]
legal-notice — [8, 599, 224, 664]
legal-notice — [690, 550, 906, 615]
notice-body: The following person(s) is (are) doing business as: PASADENA RETIREES, 159 E LAST COLORADO BLVD PASADENA, CA 91105. Full name of registrant(s) is (are) RUBEN PAREDES PASCUAL. This Business is conducted by: AN INDIVIDUAL. Signed: RUBEN PAREDES-PASCOWNER. This statement was filed with the County Clerk of Los Angeles County on 08/09/2024. — [689, 550, 905, 607]
notice-pub-dates: Dates Pub: AUG 17, 24, 31, SEP 7, 2024 — [917, 612, 1031, 621]
notice-pub-dates: Dates Pub: AUG 31, SEP 7, 14, 21, 2024 — [462, 177, 577, 186]
notice-heading: FICTITIOUS BUSINESS NAME STATEMENT File No. 2024178004 — [8, 747, 210, 756]
legal-notice — [8, 669, 224, 743]
notice-heading: FICTITIOUS BUSINESS NAME STATEMENT File No. 2024-169398 — [689, 480, 892, 488]
notice-heading: FICTITIOUS BUSINESS NAME STATEMENT File No. 2024180803 — [234, 728, 438, 736]
legal-notice — [690, 410, 906, 475]
notice-body: The following person(s) is (are) doing business as: ELVIRA AND CLEANING CO., 2579 W ESTHER ST, LONG BEACH, CA 90813. Full name of registrant(s) is (are) JOSE WALTER TORRES, 2000 CANAL AVE, LONG BEACH, CA 90810. This Business is conducted by: AN INDIVIDUAL. Signed: JOSE WALTER TORRES, OWNER. This statement was filed with the County Clerk of Los Angeles County on 08/16/2024. — [234, 112, 451, 169]
notice-body: The following person(s) is (are) doing business as: COCKTAIL BY LAURA, 24356 GROVEN LANE MORENO VALLEY, CA 92557. Full name of registrant(s) is (are) LAURA FUENTES TAVON. This Business is conducted by: AN INDIVIDUAL. Signed: LAURA FUENTES TAVON, OWNER. This statement was filed with the County Clerk of Los Angeles County on 08/05/2024. — [689, 409, 905, 467]
notice-body: The following person(s) is (are) doing business as: DAEC AUTO DETAILING, 10409 COCKPORT AVE, WHITTIER, CA 90605. Full name of registrant(s) is (are) RUDY MAZARIEGOS. This Business is conducted by: AN INDIVIDUAL. Signed: RUDY A MAZARIEGOS, OWNER. This statement was filed with the County Clerk of Los Angeles County on 08/27/2024. — [462, 541, 678, 590]
notice-pub-dates: Dates Pub: AUG 17, 24, 31, SEP 7, 2024 — [917, 682, 1031, 691]
notice-pub-dates: Dates Pub: AUG 17, 24, 31, SEP 07, 2024 — [689, 466, 809, 475]
notice-heading: FICTITIOUS BUSINESS NAME STATEMENT File No. 2024169478 — [917, 766, 1119, 774]
notice-body: The following person(s) is (are) doing business as: RESEDA VIETNAMESE SERVICES CENTER, 19610 SHERMAN WAY UNIT 11 RESEDA, CA 91335. Full name of registrant(s) is (are) DON PHAN ASSOCIATE NETWORKS. This Business is conducted by: A CORPORATION. Signed: DON DUC PHAN, OWNER. This statement was filed with the County Clerk of Los Angeles County on 08/26/2024. — [234, 252, 451, 309]
notice-pub-dates: Dates Pub: AUG 31, SEP 7, 14, 21, 2024 — [462, 388, 577, 397]
legal-notice — [235, 595, 451, 653]
legal-notice — [690, 128, 906, 194]
notice-body: The following person(s) is (are) doing business as: CREATION APPAREL, 6821 NORTH HOLLYWOOD FAS, NORTH HOLLYWOOD, CA 91601. Full name of registrant(s) is (are) CHELIB HARRIS. This Business is conducted by: A GENERAL PARTNERSHIP. Signed: CHELIB HARRIS, GENERAL PARTNER. This statement was filed with the County Clerk of Los Angeles County on 08/07/2024. — [1143, 500, 1359, 558]
notice-pub-dates: Dates Pub: AUG 31, SEP 07, 14, 21, 2024 — [234, 168, 354, 177]
notice-body: The following person(s) is (are) doing business as: KATHYN'S SERVICE CLEANING, 7366 MACK PLACE LOS ANGELES, CA 90003. Full name of registrant(s) is (are) KATHERINE CAROLINA REYES GONZALEZ. This Business is conducted by: AN INDIVIDUAL. Signed: KATHERINE CAROLINA REYES GONZALEZ, GENERAL PARTNER. This statement was filed with the County Clerk of Los Angeles County on 08/15/2024. — [917, 149, 1133, 207]
notice-pub-dates: Dates Pub: AUG 17, 24, 31, SEP 7, 2024 — [1143, 98, 1259, 107]
notice-body: The following person(s) is (are) doing business as: GILBER RAMOS, 14224 ERWIN ST APT 2, VAN NUYS, CA 91401. Full name of registrant(s) is (are) GILBER EDUARDO MARTIN ESTEBAN. This Business is conducted by: AN INDIVIDUAL. Signed: GILBER EDUARDO MARTIN ESTEBAN, OWNER. This statement was filed with the County Clerk of Los Angeles County on 08/14/2024. — [234, 658, 451, 715]
notice-heading: FICTITIOUS BUSINESS NAME STATEMENT File No. 2024177567 — [8, 372, 210, 380]
notice-pub-dates: Dates Pub: AUG 31, SEP 07, 14, 21, 2024 — [8, 805, 126, 813]
legal-notice — [917, 95, 1133, 144]
notice-heading: FICTITIOUS BUSINESS NAME STATEMENT File No. 2024180296 — [462, 471, 665, 480]
notice-heading: FICTITIOUS BUSINESS NAME STATEMENT File No. 2024180271 — [462, 120, 665, 128]
legal-notice — [235, 253, 451, 318]
notice-body: The following person(s) is (are) doing business as: CRESCENDO SCHOOL OF MUSIC, 662 WEST BROADWAY UNIT A GLENDALE, CA 91204. Full name of registrant(s) is (are) CRESCENDO SCHOOL OF MUSIC LLC. This Business is conducted by: A LIMITED LIABILITY COMPANY. Signed: SUSANNA ZEAKOCHYAN, CEO. This statement was filed with the County Clerk of Los Angeles County on 08/06/2024. — [1143, 571, 1359, 628]
notice-heading: FILE NO. 2024-177043 STATEMENT OF ABANDONMENT OF USE OF FICTITIOUS BUSINESS NAME — [234, 182, 451, 198]
legal-notice — [1144, 112, 1360, 177]
notice-body: The following person(s) is (are) doing business as: LAKEBROOK FLOORING, 6966 OAK PARK AVE NORTHRIDGE, CA 91325. Full name of registrant(s) is (are) ARMEN BEGOYAN. This Business is conducted by: AN INDIVIDUAL. Signed: ARMEN BEGOYAN, OWNER. This statement was filed with the County Clerk of Los Angeles County on 08/07/2024. — [1143, 439, 1359, 488]
notice-column — [690, 66, 910, 2545]
notice-body: that date. The filing of this statement does not of itself authorize the use in this state of a Fictitious Business Name in violation of the rights of another under federal, state, or common law (See Section 14411 et seq. Business and Professions Code). — [1143, 66, 1359, 99]
notice-heading: FICTITIOUS BUSINESS NAME STATEMENT File No. 2024173367 — [8, 888, 210, 897]
notice-pub-dates: Dates Pub: AUG 17, 24, 31, SEP 07, 2024 — [689, 396, 809, 405]
notice-heading: FICTITIOUS BUSINESS NAME STATEMENT File No. 2024-171386 — [689, 268, 892, 277]
notice-heading: FICTITIOUS BUSINESS NAME STATEMENT File No. 2024180944 — [462, 401, 665, 410]
notice-pub-dates: Dates Pub: AUG 31, SEP 07, 14, 21, 2024 — [8, 734, 126, 743]
notice-heading: FICTITIOUS BUSINESS NAME STATEMENT File No. 2024167309 — [1143, 244, 1347, 253]
notice-pub-dates: Dates Pub: AUG 31, SEP 07, 14, 21, 2024 — [8, 148, 126, 157]
legal-notice — [462, 604, 678, 669]
notice-heading: FICTITIOUS BUSINESS NAME STATEMENT File No. 2024-168060 — [689, 550, 892, 558]
notice-body: The following person(s) is (are) doing business as: B-NOTOV, 5650 W SOLEDAD BLVD #200, LOS ANGELES, CA 90068. Full name of registrant(s) is (are) KENNY JAMERSON CAO. This Business is conducted by: AN INDIVIDUAL. Signed: KENNY JAMERSON CAO, OWNER. This statement was filed with the County Clerk of Los Angeles County on 08/14/2024. — [1143, 244, 1359, 302]
legal-notice — [690, 340, 906, 405]
notice-pub-dates: Dates Pub: AUG 17, 24, 31, SEP 7, 2024 — [1143, 425, 1259, 434]
notice-pub-dates: Dates Pub: AUG 31, SEP 7, 14, 21, 2024 — [234, 309, 350, 318]
notice-body: The following person(s) is (are) doing business as: FREDDY APPLIANCE, 501 ORANGE AVE LONG BEACH, CA 90802. Full name of registrant(s) is (are) FREDY MARTINEZ, 501 ORANGE AVE LONG BEACH, CA 90802. This Business is conducted by: AN INDIVIDUAL. Signed: FREDY MARTINEZ, OWNER. This statement was filed with the County Clerk of Los Angeles County on 08/16/2024. — [8, 231, 224, 289]
notice-body: The following person(s) is (are) doing business as: LINDA PADA FASHIONS, 4325 10TH ST MAYWOOD, CA 90270. Full name of registrant(s) is (are) JUANA TIU DE LINO. This Business is conducted by: AN INDIVIDUAL. Signed: JUANA TIU DE LINO, OWNER. This statement was filed with the County Clerk of Los Angeles County on 07/31/2024. — [917, 562, 1133, 612]
notice-pub-dates: Dates Pub: Aug 10, 17, 24, 31, 2024 — [1143, 769, 1245, 777]
notice-heading: FICTITIOUS BUSINESS NAME STATEMENT File No. 2024170638 — [917, 492, 1119, 501]
notice-heading: FICTITIOUS BUSINESS NAME STATEMENT File No. 2024-160808 — [689, 690, 892, 698]
notice-heading: FICTITIOUS BUSINESS NAME STATEMENT File No. 2024172402 — [1143, 182, 1347, 191]
notice-heading: FILE NO. 2024166993 STATEMENT OF ABANDONMENT OF USE OF FICTITIOUS BUSINESS NAME — [1143, 384, 1359, 402]
notice-body: The following person(s) is (are) doing business as: MAGNOLIA PARK STUDIOS, 10736 OTSEGO ST APT 301 NORTH HOLLYWOOD, CA 91601. Full name of registrant(s) is (are) BRYAN MORENO. This Business is conducted by: AN INDIVIDUAL. Signed: BRYAN MORENO, OWNER. This statement was filed with the County Clerk of Los Angeles County on 08/12/2024. — [917, 827, 1133, 885]
legal-notice — [690, 268, 906, 334]
notice-pub-dates: Dates Pub: AUG 17, 24, 31, SEP 07, 2024 — [689, 185, 809, 194]
notice-pub-dates: Dates Pub: AUG 31, SEP 07, 14, 21, 2024 — [234, 98, 354, 107]
notice-body: The following person(s) is (are) doing business as: WILSON LUXURY CLEANING, 3 PERRY DR APT 1 LAKEWOOD, CA 90712. Full name of registrant(s) is (are) WILFREDO SANDOVAL. This Business is conducted by: AN INDIVIDUAL. Signed: WILFREDO SANDOVAL, OWNER. This statement was filed with the County Clerk of Los Angeles County on 08/01/2024. — [689, 761, 905, 818]
notice-body: The following person(s) is (are) doing business as: LA PARRILLA TRANSPORT, 1534 W 209TH ST APT 2, TORRANCE, CA 90501. Full name of registrant(s) is (are) HECTOR BARRERA BENITEZ. This Business is conducted by: AN INDIVIDUAL. Signed: HECTOR BARRERA BENITEZ, OWNER. This statement was filed with the County Clerk of Los Angeles County on 07/31/2024. — [689, 690, 905, 748]
notice-heading: FICTITIOUS BUSINESS NAME STATEMENT File No. 2024-162151 — [689, 761, 892, 769]
notice-body: crisis] IMELDA BRUNO/OWNER. This statement was filed with the County Clerk of Los Angeles County. — [917, 66, 1133, 83]
footer-fax: Fax: 626.609.3285 — [625, 2557, 732, 2571]
notice-body: The following person(s) is (are) doing business as: MBC BEAUTY STUDIO, 1816 ROSECRANS AVE SUITE C MANHATTAN BEACH, CA 90266. Full name of registrant(s) is (are) MARTINA CHIMAL COLORADO. This Business is conducted by: AN INDIVIDUAL. Signed: MARTINA CHIMAL COLORADO, GENERAL PARTNER. This statement was filed with the County Clerk of Los Angeles County on 08/26/2024. — [234, 798, 451, 856]
legal-notice — [462, 401, 678, 466]
legal-notice — [1144, 314, 1360, 379]
notice-body: The following person(s) is (are) doing business as: DULCERIA LA DE MEXICO, 812 EXCELSIOR AVE, ENGLEWOOD, CA 91749. Full name of registrant(s) is (are) ANDREA ENRIQUE VIRAGUEMANTE. This Business is conducted by: AN INDIVIDUAL. Signed: ANDREA ENRIQUE VIRAGUEMANTE, OWNER. This statement was filed with the County Clerk of Los Angeles County on 07/30/2024. — [689, 198, 905, 256]
notice-heading: FICTITIOUS BUSINESS NAME STATEMENT File No. 2024180052 — [234, 798, 438, 806]
notice-pub-dates: Dates Pub: AUG 17, 24, 31, SEP 7, 2024 — [1143, 231, 1259, 239]
issue-date: Saturday, August 31, 2024 — [1192, 39, 1360, 54]
notice-heading: FICTITIOUS BUSINESS NAME STATEMENT File No. 2024166909 — [1143, 439, 1347, 447]
notice-pub-dates: Dates Pub: AUG 17, 24, 31, SEP 7, 2024 — [917, 480, 1031, 488]
notice-pub-dates: Dates Pub: AUG 17, 24, 31, SEP 7, 2024 — [917, 347, 1031, 355]
notice-heading: FICTITIOUS BUSINESS NAME STATEMENT File No. 2024-172081 — [689, 127, 892, 136]
notice-heading: FICTITIOUS BUSINESS NAME STATEMENT File No. 2024172664 — [8, 161, 210, 169]
notice-pub-dates: Dates Pub: AUG 31, SEP 7, 14, 21, 2024 — [234, 458, 350, 467]
notice-pub-dates: Dates Pub: AUG 17, 24, 31, SEP 7, 2024 — [917, 276, 1031, 285]
notice-pub-dates: Dates Pub: AUG 31, SEP 07, 14, 21, 2024 — [8, 437, 126, 446]
notice-body: The following person(s) is (are) doing business as: ELVA ST, 30 W VERDUGO AVE, BURBANK, CA 91502. Full name of registrant(s) is (are) VAHAN ELOYAN. This Business is conducted by: AN INDIVIDUAL. Signed: VAHAN ELOYAN, OWNER. This statement was filed with the County Clerk of Los Angeles County on 08/27/2024. — [234, 471, 451, 520]
notice-heading: FICTITIOUS BUSINESS NAME STATEMENT File No. 2024179299 — [234, 252, 438, 261]
notice-body: The following person(s) is (are) doing business as: MAZEH DESIGN, 25560 ALIZIA CANYON DRIVE, CALABASAS, CA 91302. Full name of registrant(s) is (are) ARTUR FAVASANI. This Business is conducted by: A LIMITED LIABILITY COMPANY. Signed: ARTUR FAVASANI, MANAGING MEMBER. This statement was filed with the County Clerk of Los Angeles County on 08/13/2024. — [917, 422, 1133, 480]
notice-body: The following person(s) is (are) doing business as: GENERAL HOME CLEANING, 1350 S PEASE AVE, HACIENDA HEIGHTS, CA 91745. Full name of registrant(s) is (are) ORTEGA CECILIA. This Business is conducted by: AN INDIVIDUAL. Signed: CECILIA ORTEGA, OWNER. This statement was filed with the County Clerk of Los Angeles County on 08/26/2024. — [462, 471, 678, 529]
notice-heading: FICTITIOUS BUSINESS NAME STATEMENT File No. 2024181073 — [234, 471, 438, 480]
page-number: 13 — [1320, 2, 1360, 42]
notice-heading: FICTITIOUS BUSINESS NAME STATEMENT File No. 2024-173764 — [234, 112, 438, 121]
notice-body: Current File #: 2020088519 The following person has abandoned the use of the fictitious business name: HECTOR VALENZUELA, 15530 TOREO CHINO HILLS, CA 91709. Signed: HECTOR VALENZUELA, OWNER. — [689, 839, 906, 872]
notice-heading: FICTITIOUS BUSINESS NAME STATEMENT File No. 2024165476 — [1143, 314, 1347, 323]
notice-body: The following person(s) is (are) doing business as: RANDY'S BEEF JERKY, 1836 W OLYMPIC BLVD LOS ANGELES, CA 90006. Full name of registrant(s) is (are) RANDY G MEJIA DELGADO. This Business is conducted by: AN INDIVIDUAL. Signed: RANDY G MEJIA DELGADO, OWNER. This statement was filed with the County Clerk of Los Angeles County on 08/09/2024. — [8, 950, 224, 1008]
notice-pub-dates: Dates Pub: AUG 17, 24, 31, SEP 7, 2024 — [917, 884, 1031, 893]
legal-notice — [462, 472, 678, 537]
legal-notice — [917, 563, 1133, 621]
notice-pub-dates: Dates Pub: AUG 17, 24, 31, SEP 7, 2024 — [917, 136, 1031, 145]
notice-heading: FICTITIOUS BUSINESS NAME STATEMENT File No. 2024175602 — [8, 528, 210, 537]
notice-body: The following person(s) is (are) doing business as: R.M.C CORPORATION, 7877 CHASE AVE, LOS ANGELES, CA 90015. Full name of registrant(s) is (are) R.M.C CORPORATION. This Business is conducted by: A CORPORATION. Signed: RODOLFO RECINOS RUIZ. This statement was filed with the County Clerk of Los Angeles County on 08/16/2024. — [8, 888, 224, 938]
notice-body: County on 08/09/2024. The registrant(s) has (have) commenced to transact business under the fictitious business name or names listed above on 05/2020. NOTICE: This Fictitious Name Statement expires five years from the date it was filed in the office of the County Clerk. — [234, 66, 451, 99]
notice-heading: FICTITIOUS BUSINESS NAME STATEMENT File No. 2024167068 — [917, 219, 1119, 228]
notice-pub-dates: Dates Pub: AUG 17, 24, 31, SEP 07, 2024 — [689, 326, 809, 335]
legal-notice — [690, 66, 906, 124]
legal-notice — [235, 799, 451, 864]
page-title: LEGAL NOTICES — [521, 6, 849, 49]
